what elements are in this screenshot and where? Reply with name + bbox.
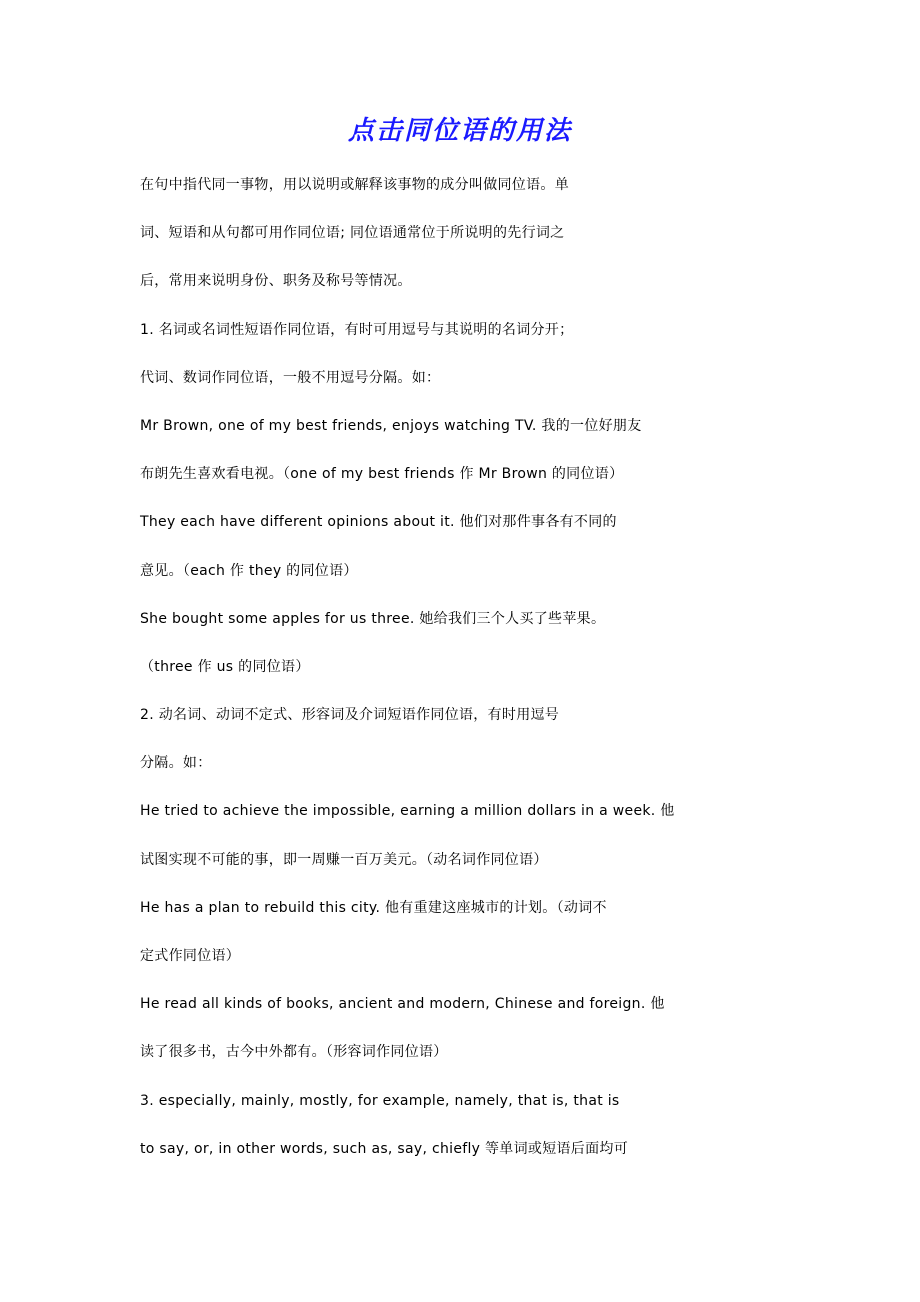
text-line: 定式作同位语） — [140, 948, 241, 964]
text-line: 代词、数词作同位语，一般不用逗号分隔。如： — [140, 369, 441, 386]
text-line: He read all kinds of books, ancient and modern, Chinese and foreign. 他 — [140, 996, 665, 1013]
text-line: 2. 动名词、动词不定式、形容词及介词短语作同位语，有时用逗号 — [140, 707, 560, 724]
text-line: 3. especially, mainly, mostly, for example, namely, that is, that is — [140, 1092, 620, 1109]
text-line: 1. 名词或名词性短语作同位语，有时可用逗号与其说明的名词分开； — [140, 321, 574, 338]
text-line: 意见。（each 作 they 的同位语） — [140, 562, 358, 579]
text-line: They each have different opinions about it. 他们对那件事各有不同的 — [140, 514, 617, 531]
text-line: 试图实现不可能的事，即一周赚一百万美元。（动名词作同位语） — [140, 851, 548, 868]
text-line: to say, or, in other words, such as, say, chiefly 等单词或短语后面均可 — [140, 1140, 628, 1157]
text-line: 布朗先生喜欢看电视。（one of my best friends 作 Mr Brown 的同位语） — [140, 466, 624, 483]
text-line: He has a plan to rebuild this city. 他有重建这座城市的计划。（动词不 — [140, 899, 607, 916]
page-title: 点击同位语的用法 — [347, 116, 572, 146]
text-line: He tried to achieve the impossible, earning a million dollars in a week. 他 — [140, 803, 675, 820]
text-line: She bought some apples for us three. 她给我们三个人买了些苹果。 — [140, 610, 606, 627]
text-line: 分隔。如： — [140, 755, 212, 772]
text-line: 后，常用来说明身份、职务及称号等情况。 — [140, 273, 412, 290]
text-line: （three 作 us 的同位语） — [140, 658, 310, 675]
text-line: Mr Brown, one of my best friends, enjoys watching TV. 我的一位好朋友 — [140, 417, 642, 434]
document-body — [140, 168, 800, 1180]
text-line: 在句中指代同一事物，用以说明或解释该事物的成分叫做同位语。单 — [140, 177, 569, 193]
text-line: 词、短语和从句都可用作同位语; 同位语通常位于所说明的先行词之 — [140, 225, 565, 242]
text-line: 读了很多书，古今中外都有。（形容词作同位语） — [140, 1044, 448, 1061]
